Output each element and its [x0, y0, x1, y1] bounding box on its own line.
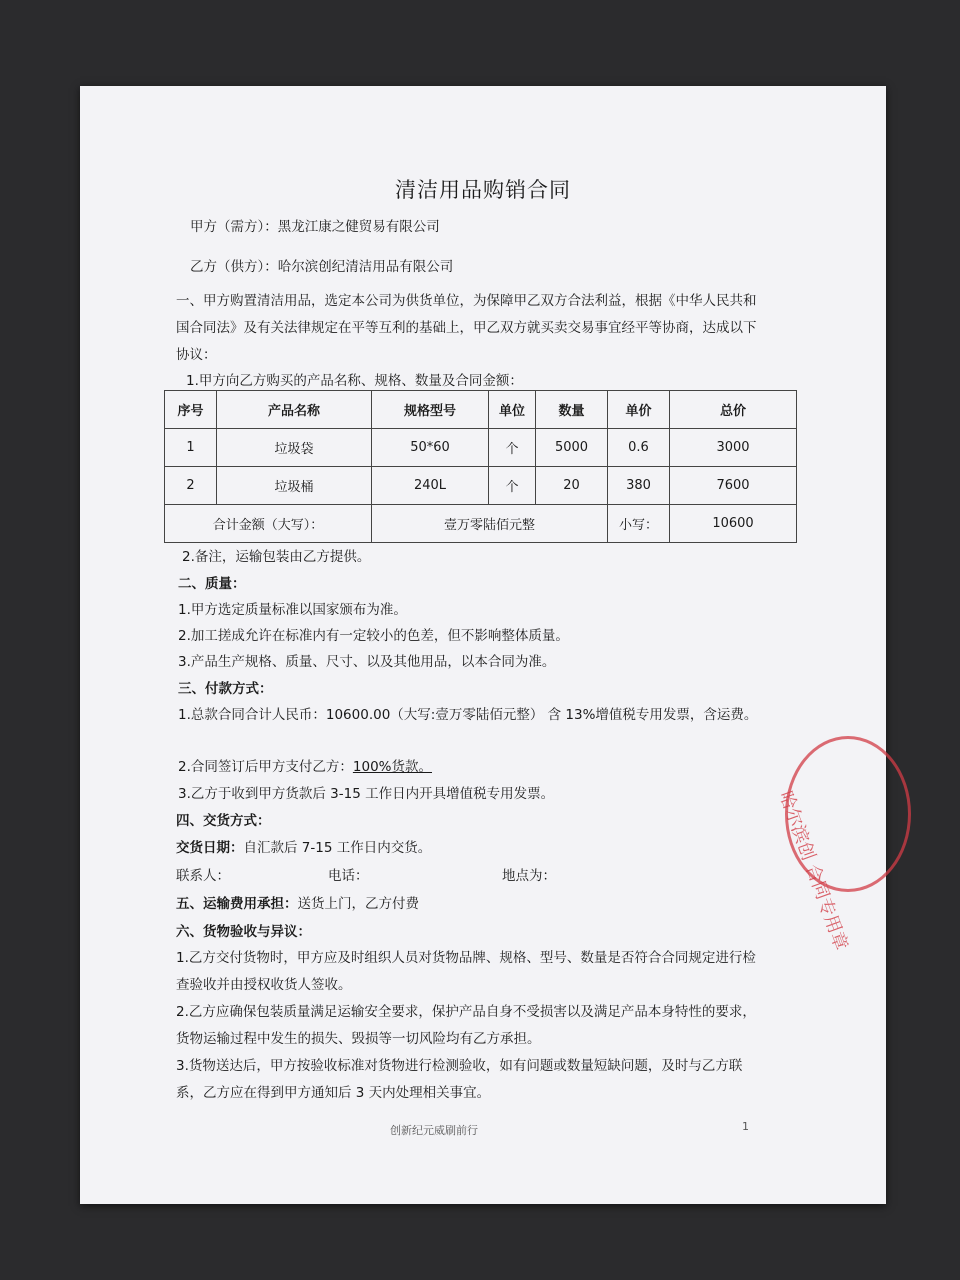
page-number: 1 [742, 1120, 749, 1133]
phone-label: 电话： [328, 868, 369, 884]
table-cell: 1 [165, 429, 217, 467]
table-cell: 50*60 [372, 429, 489, 467]
contract-title: 清洁用品购销合同 [395, 178, 571, 202]
table-total-row [165, 505, 797, 543]
table-cell: 7600 [670, 467, 797, 505]
quality-item: 1.甲方选定质量标准以国家颁布为准。 [178, 602, 407, 618]
quality-item: 3.产品生产规格、质量、尺寸、以及其他用品，以本合同为准。 [178, 654, 556, 670]
header-cell: 总价 [670, 391, 797, 429]
payment-heading: 三、付款方式： [178, 681, 273, 697]
payment-item-1: 1.总款合同合计人民币：10600.00（大写:壹万零陆佰元整） 含 13%增值税专用发票，含运费。 [178, 707, 758, 723]
delivery-date-label: 交货日期： [176, 840, 244, 856]
payment-item-2-prefix: 2.合同签订后甲方支付乙方： [178, 759, 353, 775]
quality-item: 2.加工搓成允许在标准内有一定较小的色差，但不影响整体质量。 [178, 628, 569, 644]
contact-label: 联系人： [176, 868, 230, 884]
payment-item-2 [178, 758, 432, 776]
transport-line [176, 895, 419, 913]
header-cell: 单位 [489, 391, 536, 429]
table-cell: 垃圾桶 [217, 467, 372, 505]
company-seal [774, 736, 911, 954]
table-row [165, 467, 797, 505]
table-cell: 个 [489, 467, 536, 505]
table-cell: 垃圾袋 [217, 429, 372, 467]
quality-heading: 二、质量： [178, 576, 246, 592]
party-b: 乙方（供方）：哈尔滨创纪清洁用品有限公司 [190, 259, 454, 275]
header-cell: 数量 [536, 391, 608, 429]
small-label: 小写： [608, 505, 670, 543]
table-cell: 5000 [536, 429, 608, 467]
table-cell: 240L [372, 467, 489, 505]
product-table [164, 390, 797, 543]
table-row [165, 429, 797, 467]
table-header-row [165, 391, 797, 429]
footer-center: 创新纪元威刷前行 [390, 1124, 478, 1137]
header-cell: 产品名称 [217, 391, 372, 429]
party-a: 甲方（需方）：黑龙江康之健贸易有限公司 [190, 219, 440, 235]
inspection-item: 3.货物送达后，甲方按验收标准对货物进行检测验收，如有问题或数量短缺问题，及时与乙方联系，乙方应在得到甲方通知后 3 天内处理相关事宜。 [176, 1058, 743, 1101]
total-words: 壹万零陆佰元整 [372, 505, 608, 543]
table-cell: 2 [165, 467, 217, 505]
note-line: 2.备注，运输包装由乙方提供。 [182, 549, 371, 565]
total-number: 10600 [670, 505, 797, 543]
delivery-heading: 四、交货方式： [176, 813, 271, 829]
delivery-date [176, 839, 431, 857]
header-cell: 规格型号 [372, 391, 489, 429]
table-cell: 0.6 [608, 429, 670, 467]
inspection-heading: 六、货物验收与异议： [176, 924, 311, 940]
inspection-item: 2.乙方应确保包装质量满足运输安全要求，保护产品自身不受损害以及满足产品本身特性的要求，货物运输过程中发生的损失、毁损等一切风险均有乙方承担。 [176, 1004, 756, 1047]
table-cell: 3000 [670, 429, 797, 467]
table-cell: 380 [608, 467, 670, 505]
table-cell: 20 [536, 467, 608, 505]
transport-heading: 五、运输费用承担： [176, 896, 298, 912]
seal-text: 哈尔滨创 合同专用章 [774, 788, 852, 954]
inspection-item: 1.乙方交付货物时，甲方应及时组织人员对货物品牌、规格、型号、数量是否符合合同规定进行检查验收并由授权收货人签收。 [176, 950, 756, 993]
payment-item-3: 3.乙方于收到甲方货款后 3-15 工作日内开具增值税专用发票。 [178, 786, 555, 802]
transport-text: 送货上门，乙方付费 [297, 896, 419, 912]
total-label: 合计金额（大写）： [165, 505, 372, 543]
location-label: 地点为： [502, 868, 556, 884]
item1-heading: 1.甲方向乙方购买的产品名称、规格、数量及合同金额： [186, 373, 523, 389]
header-cell: 序号 [165, 391, 217, 429]
header-cell: 单价 [608, 391, 670, 429]
table-cell: 个 [489, 429, 536, 467]
delivery-date-text: 自汇款后 7-15 工作日内交货。 [243, 840, 432, 856]
contract-page [80, 86, 886, 1204]
payment-item-2-amount: 100%货款。 [352, 759, 432, 775]
intro-paragraph: 一、甲方购置清洁用品，选定本公司为供货单位，为保障甲乙双方合法利益，根据《中华人民共和国合同法》及有关法律规定在平等互利的基础上，甲乙双方就买卖交易事宜经平等协商，达成以下协议： [176, 293, 757, 363]
